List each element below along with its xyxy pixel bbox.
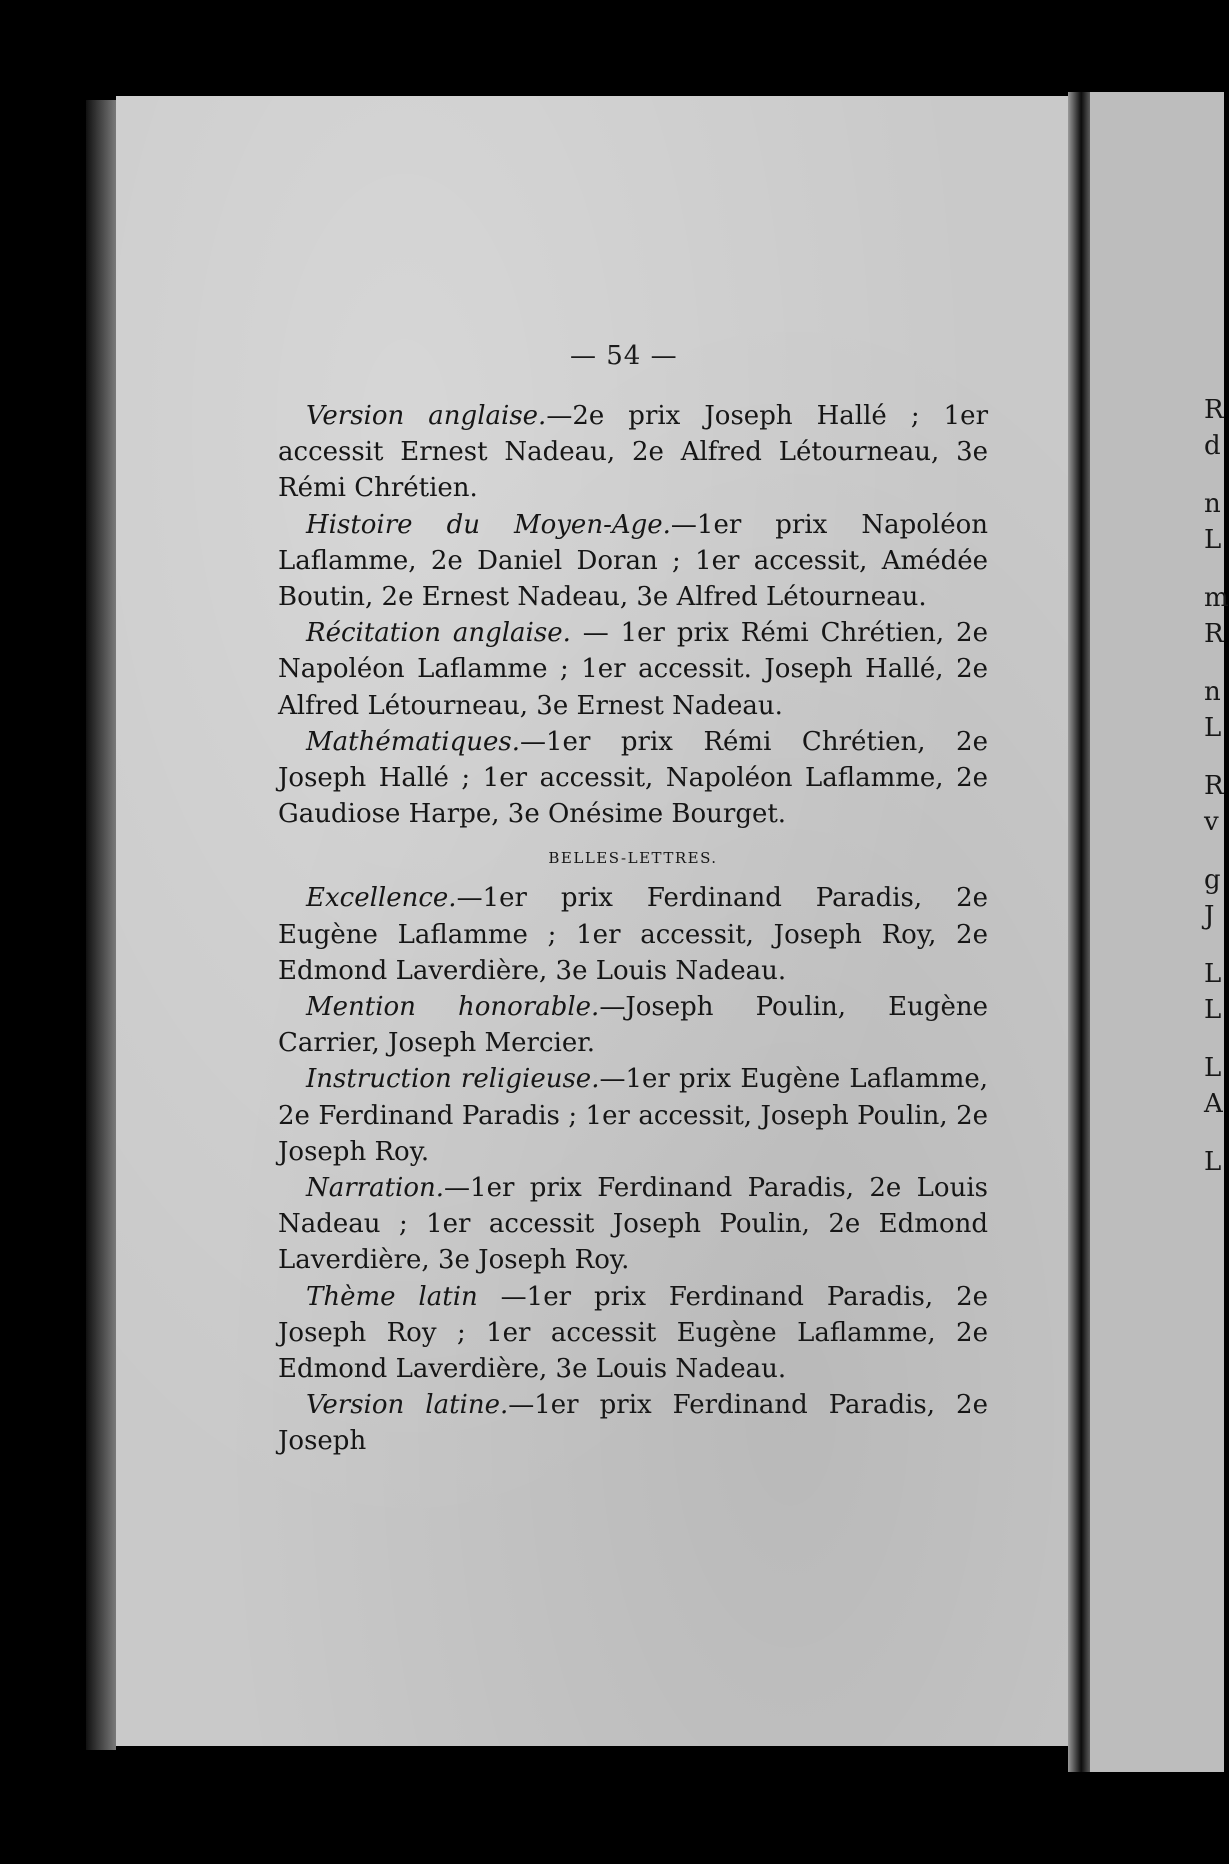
entry-label: Histoire du Moyen-Age. — [306, 509, 671, 540]
fragment: L — [1204, 1147, 1222, 1177]
adjacent-page-text — [1204, 392, 1229, 1180]
entry-text: —1er prix Eugène Laflamme, 2e Ferdinand Paradis ; 1er accessit, Joseph Poulin, 2e Joseph Roy. — [278, 1064, 988, 1167]
fragment: J — [1204, 901, 1215, 931]
spacer — [1204, 1122, 1224, 1144]
spacer — [1204, 934, 1224, 956]
entry-instruction-religieuse — [278, 1061, 988, 1170]
entry-label: Thème latin — [306, 1281, 478, 1312]
section-title: BELLES-LETTRES. — [548, 849, 718, 868]
entry-text: — 1er prix Rémi Chrétien, 2e Napoléon Laflamme ; 1er accessit. Joseph Hallé, 2e Alfred Létourneau, 3e Ernest Nadeau. — [278, 618, 988, 721]
fragment: L — [1204, 1053, 1222, 1083]
entry-version-latine — [278, 1387, 988, 1459]
entry-text: —1er prix Ferdinand Paradis, 2e Joseph — [278, 1390, 988, 1457]
page-body — [278, 398, 988, 1460]
entry-label: Narration. — [306, 1173, 445, 1204]
spacer — [1204, 652, 1224, 674]
entry-text: —2e prix Joseph Hallé ; 1er accessit Ernest Nadeau, 2e Alfred Létourneau, 3e Rémi Chrétien. — [278, 401, 989, 504]
spacer — [1204, 1028, 1224, 1050]
entry-label: Excellence. — [306, 883, 457, 914]
book-gutter — [1068, 92, 1090, 1772]
entry-text: —1er prix Ferdinand Paradis, 2e Eugène Laflamme ; 1er accessit, Joseph Roy, 2e Edmond Laverdière, 3e Louis Nadeau. — [278, 883, 988, 986]
fragment: v — [1204, 807, 1219, 837]
entry-mention-honorable — [278, 989, 988, 1061]
fragment: L — [1204, 959, 1222, 989]
entry-label: Version anglaise. — [306, 401, 547, 431]
entry-theme-latin — [278, 1279, 988, 1388]
entry-excellence — [278, 880, 988, 989]
fragment: L — [1204, 525, 1222, 555]
entry-label: Mathématiques. — [306, 726, 521, 757]
entry-mathematiques — [278, 724, 988, 833]
entry-recitation-anglaise — [278, 615, 988, 724]
fragment: g — [1204, 865, 1221, 895]
spacer — [1204, 840, 1224, 862]
entry-text: —1er prix Napoléon Laflamme, 2e Daniel Doran ; 1er accessit, Amédée Boutin, 2e Ernest Nadeau, 3e Alfred Létourneau. — [278, 509, 988, 613]
spacer — [1204, 558, 1224, 580]
spacer — [1204, 746, 1224, 768]
fragment: L — [1204, 995, 1222, 1025]
page-left-edge — [86, 100, 116, 1750]
fragment: d — [1204, 431, 1221, 461]
entry-text: —Joseph Poulin, Eugène Carrier, Joseph Mercier. — [278, 992, 988, 1059]
entry-label: Mention honorable. — [306, 992, 600, 1023]
entry-version-anglaise — [278, 398, 988, 507]
fragment: R — [1204, 771, 1224, 801]
entry-histoire-moyen-age — [278, 507, 988, 616]
entry-text: —1er prix Ferdinand Paradis, 2e Joseph Roy ; 1er accessit Eugène Laflamme, 2e Edmond Laverdière, 3e Louis Nadeau. — [278, 1281, 989, 1385]
entry-text: —1er prix Ferdinand Paradis, 2e Louis Nadeau ; 1er accessit Joseph Poulin, 2e Edmond Laverdière, 3e Joseph Roy. — [278, 1173, 988, 1276]
page-number: — 54 — — [570, 341, 678, 371]
entry-label: Version latine. — [306, 1390, 509, 1421]
fragment: m — [1204, 583, 1229, 613]
fragment: R — [1204, 395, 1224, 425]
fragment: A — [1204, 1089, 1223, 1119]
fragment: n — [1204, 489, 1221, 519]
spacer — [1204, 464, 1224, 486]
fragment: R — [1204, 619, 1224, 649]
entry-label: Récitation anglaise. — [306, 618, 571, 649]
entry-text: —1er prix Rémi Chrétien, 2e Joseph Hallé ; 1er accessit, Napoléon Laflamme, 2e Gaudiose Harpe, 3e Onésime Bourget. — [278, 726, 988, 830]
entry-narration — [278, 1170, 988, 1279]
entry-label: Instruction religieuse. — [306, 1064, 600, 1095]
fragment: L — [1204, 713, 1222, 743]
fragment: n — [1204, 677, 1221, 707]
